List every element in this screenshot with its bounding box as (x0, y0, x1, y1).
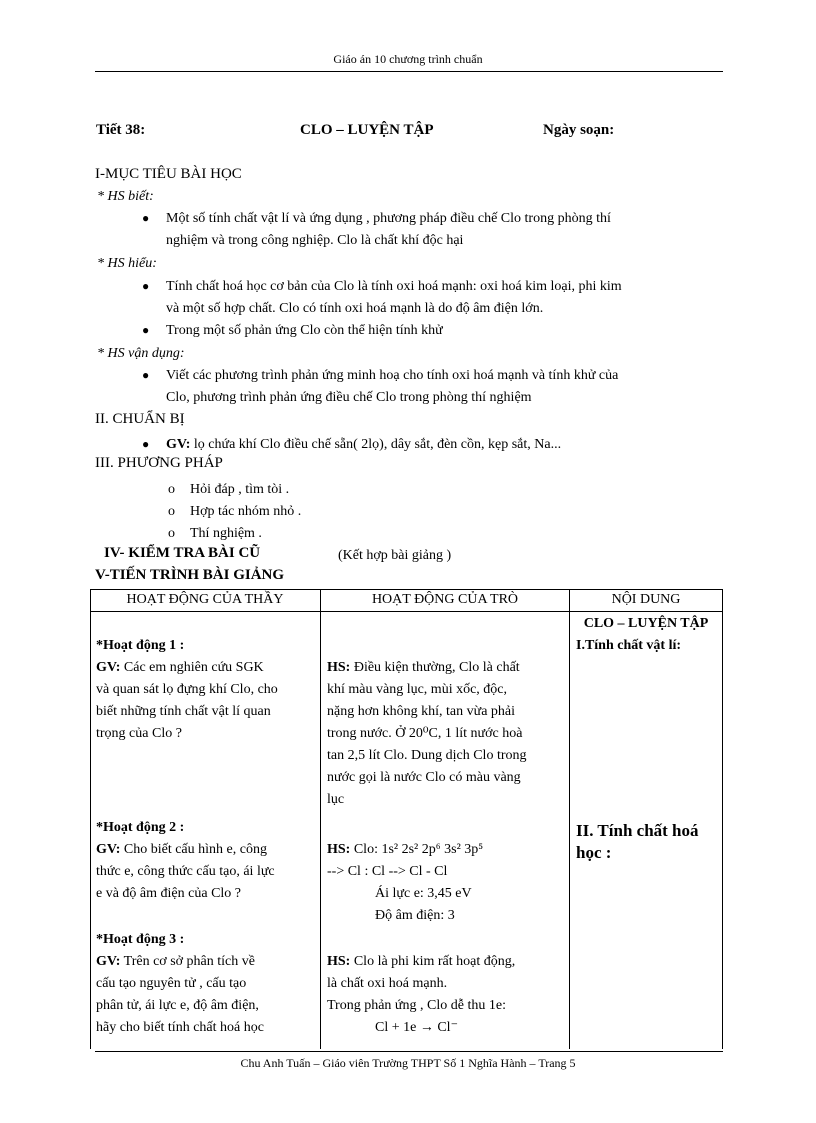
activity-1-title: *Hoạt động 1 : (96, 638, 185, 653)
know-item-line: nghiệm và trong công nghiệp. Clo là chất khí độc hại (166, 233, 464, 248)
teacher-line: phân tử, ái lực e, độ âm điện, (96, 998, 259, 1013)
student-line: lục (327, 792, 345, 807)
teacher-line (96, 951, 314, 973)
hs-label: HS: (327, 660, 351, 675)
bullet-icon: ● (142, 368, 150, 382)
preparation-heading: II. CHUẨN BỊ (95, 411, 185, 427)
teacher-text: Cho biết cấu hình e, công (120, 842, 267, 857)
gv-label: GV: (96, 842, 121, 857)
objectives-heading: I-MỤC TIÊU BÀI HỌC (95, 166, 242, 182)
teacher-line (96, 839, 314, 861)
bullet-icon: ● (142, 437, 150, 451)
activity-3-title: *Hoạt động 3 : (96, 932, 185, 947)
student-line: Độ âm điện: 3 (375, 908, 455, 923)
student-line: là chất oxi hoá mạnh. (327, 976, 448, 991)
table-header-divider (90, 611, 722, 612)
method-item: Hợp tác nhóm nhỏ . (190, 504, 302, 519)
gv-label: GV: (96, 660, 121, 675)
hs-label: HS: (327, 954, 351, 969)
bullet-icon: ● (142, 323, 150, 337)
student-line: trong nước. Ở 20⁰C, 1 lít nước hoà (327, 726, 523, 741)
teacher-line: biết những tính chất vật lí quan (96, 704, 271, 719)
header-rule (95, 71, 723, 72)
gv-label: GV: (96, 954, 121, 969)
method-heading: III. PHƯƠNG PHÁP (95, 455, 223, 471)
teacher-line: thức e, công thức cấu tạo, ái lực (96, 864, 275, 879)
electron-configuration: Clo: 1s² 2s² 2p⁶ 3s² 3p⁵ (350, 842, 484, 857)
student-line (327, 657, 565, 679)
hs-label: HS: (327, 842, 351, 857)
table-col-divider (569, 589, 570, 1049)
review-heading: IV- KIỂM TRA BÀI CŨ (104, 545, 261, 561)
student-line: Cl + 1e → Cl⁻ (375, 1020, 458, 1035)
activity-2-student (327, 839, 565, 927)
activity-1-student (327, 657, 565, 811)
page-footer: Chu Anh Tuấn – Giáo viên Trường THPT Số 1 Nghĩa Hành – Trang 5 (240, 1056, 576, 1070)
student-line: khí màu vàng lục, mùi xốc, độc, (327, 682, 508, 697)
understand-item-line: Trong một số phản ứng Clo còn thể hiện tính khử (166, 323, 443, 338)
student-line: Ái lực e: 3,45 eV (375, 886, 472, 901)
understand-label: * HS hiểu: (97, 256, 157, 271)
activity-3-teacher (96, 951, 314, 1039)
circle-bullet-icon: o (168, 526, 175, 541)
student-line (327, 951, 565, 973)
activity-3-student (327, 951, 565, 1039)
date-label: Ngày soạn: (543, 122, 615, 138)
activity-2-title: *Hoạt động 2 : (96, 820, 185, 835)
table-border-left (90, 589, 91, 1049)
table-col-divider (320, 589, 321, 1049)
teacher-line: e và độ âm điện của Clo ? (96, 886, 242, 901)
teacher-line (96, 657, 314, 679)
gv-label: GV: (166, 437, 191, 452)
understand-item-line: Tính chất hoá học cơ bản của Clo là tính oxi hoá mạnh: oxi hoá kim loại, phi kim (166, 279, 622, 294)
student-line: nặng hơn không khí, tan vừa phải (327, 704, 516, 719)
know-item-line: Một số tính chất vật lí và ứng dụng , phương pháp điều chế Clo trong phòng thí (166, 211, 611, 226)
bullet-icon: ● (142, 279, 150, 293)
teacher-text: Trên cơ sở phân tích về (120, 954, 255, 969)
content-title: CLO – LUYỆN TẬP (583, 616, 709, 631)
review-note: (Kết hợp bài giảng ) (338, 548, 452, 563)
column-header-student: HOẠT ĐỘNG CỦA TRÒ (371, 592, 519, 607)
student-line (327, 839, 565, 861)
content-section-chemical: II. Tính chất hoá học : (576, 821, 699, 862)
bullet-icon: ● (142, 211, 150, 225)
preparation-item (166, 434, 561, 456)
student-line: nước gọi là nước Clo có màu vàng (327, 770, 521, 785)
student-text: Điều kiện thường, Clo là chất (350, 660, 520, 675)
teacher-line: cấu tạo nguyên tử , cấu tạo (96, 976, 247, 991)
activity-1-teacher (96, 657, 314, 745)
method-item: Hỏi đáp , tìm tòi . (190, 482, 290, 497)
footer-rule (95, 1051, 723, 1052)
circle-bullet-icon: o (168, 482, 175, 497)
apply-item-line: Clo, phương trình phản ứng điều chế Clo trong phòng thí nghiệm (166, 390, 532, 405)
apply-item-line: Viết các phương trình phản ứng minh hoạ cho tính oxi hoá mạnh và tính khử của (166, 368, 619, 383)
student-line: tan 2,5 lít Clo. Dung dịch Clo trong (327, 748, 527, 763)
lesson-table (90, 589, 722, 1049)
know-label: * HS biết: (97, 189, 154, 204)
student-line: Trong phản ứng , Clo dễ thu 1e: (327, 998, 506, 1013)
teacher-line: hãy cho biết tính chất hoá học (96, 1020, 264, 1035)
teacher-line: trọng của Clo ? (96, 726, 182, 741)
teacher-line: và quan sát lọ đựng khí Clo, cho (96, 682, 278, 697)
content-section-physical: I.Tính chất vật lí: (576, 638, 682, 653)
table-border-right (722, 589, 723, 1049)
apply-label: * HS vận dụng: (97, 346, 185, 361)
process-heading: V-TIẾN TRÌNH BÀI GIẢNG (95, 567, 285, 583)
student-line: --> Cl : Cl --> Cl - Cl (327, 864, 448, 879)
method-item: Thí nghiệm . (190, 526, 262, 541)
lesson-title: CLO – LUYỆN TẬP (300, 122, 434, 138)
column-header-content: NỘI DUNG (611, 592, 681, 607)
column-header-teacher: HOẠT ĐỘNG CỦA THẦY (126, 592, 284, 607)
circle-bullet-icon: o (168, 504, 175, 519)
teacher-text: Các em nghiên cứu SGK (120, 660, 264, 675)
preparation-text: lọ chứa khí Clo điều chế sẵn( 2lọ), dây sắt, đèn cồn, kẹp sắt, Na... (190, 437, 562, 452)
page-header: Giáo án 10 chương trình chuẩn (333, 52, 483, 66)
understand-item-line: và một số hợp chất. Clo có tính oxi hoá mạnh là do độ âm điện lớn. (166, 301, 544, 316)
student-text: Clo là phi kim rất hoạt động, (350, 954, 516, 969)
lesson-number: Tiết 38: (96, 122, 146, 138)
activity-2-teacher (96, 839, 314, 905)
